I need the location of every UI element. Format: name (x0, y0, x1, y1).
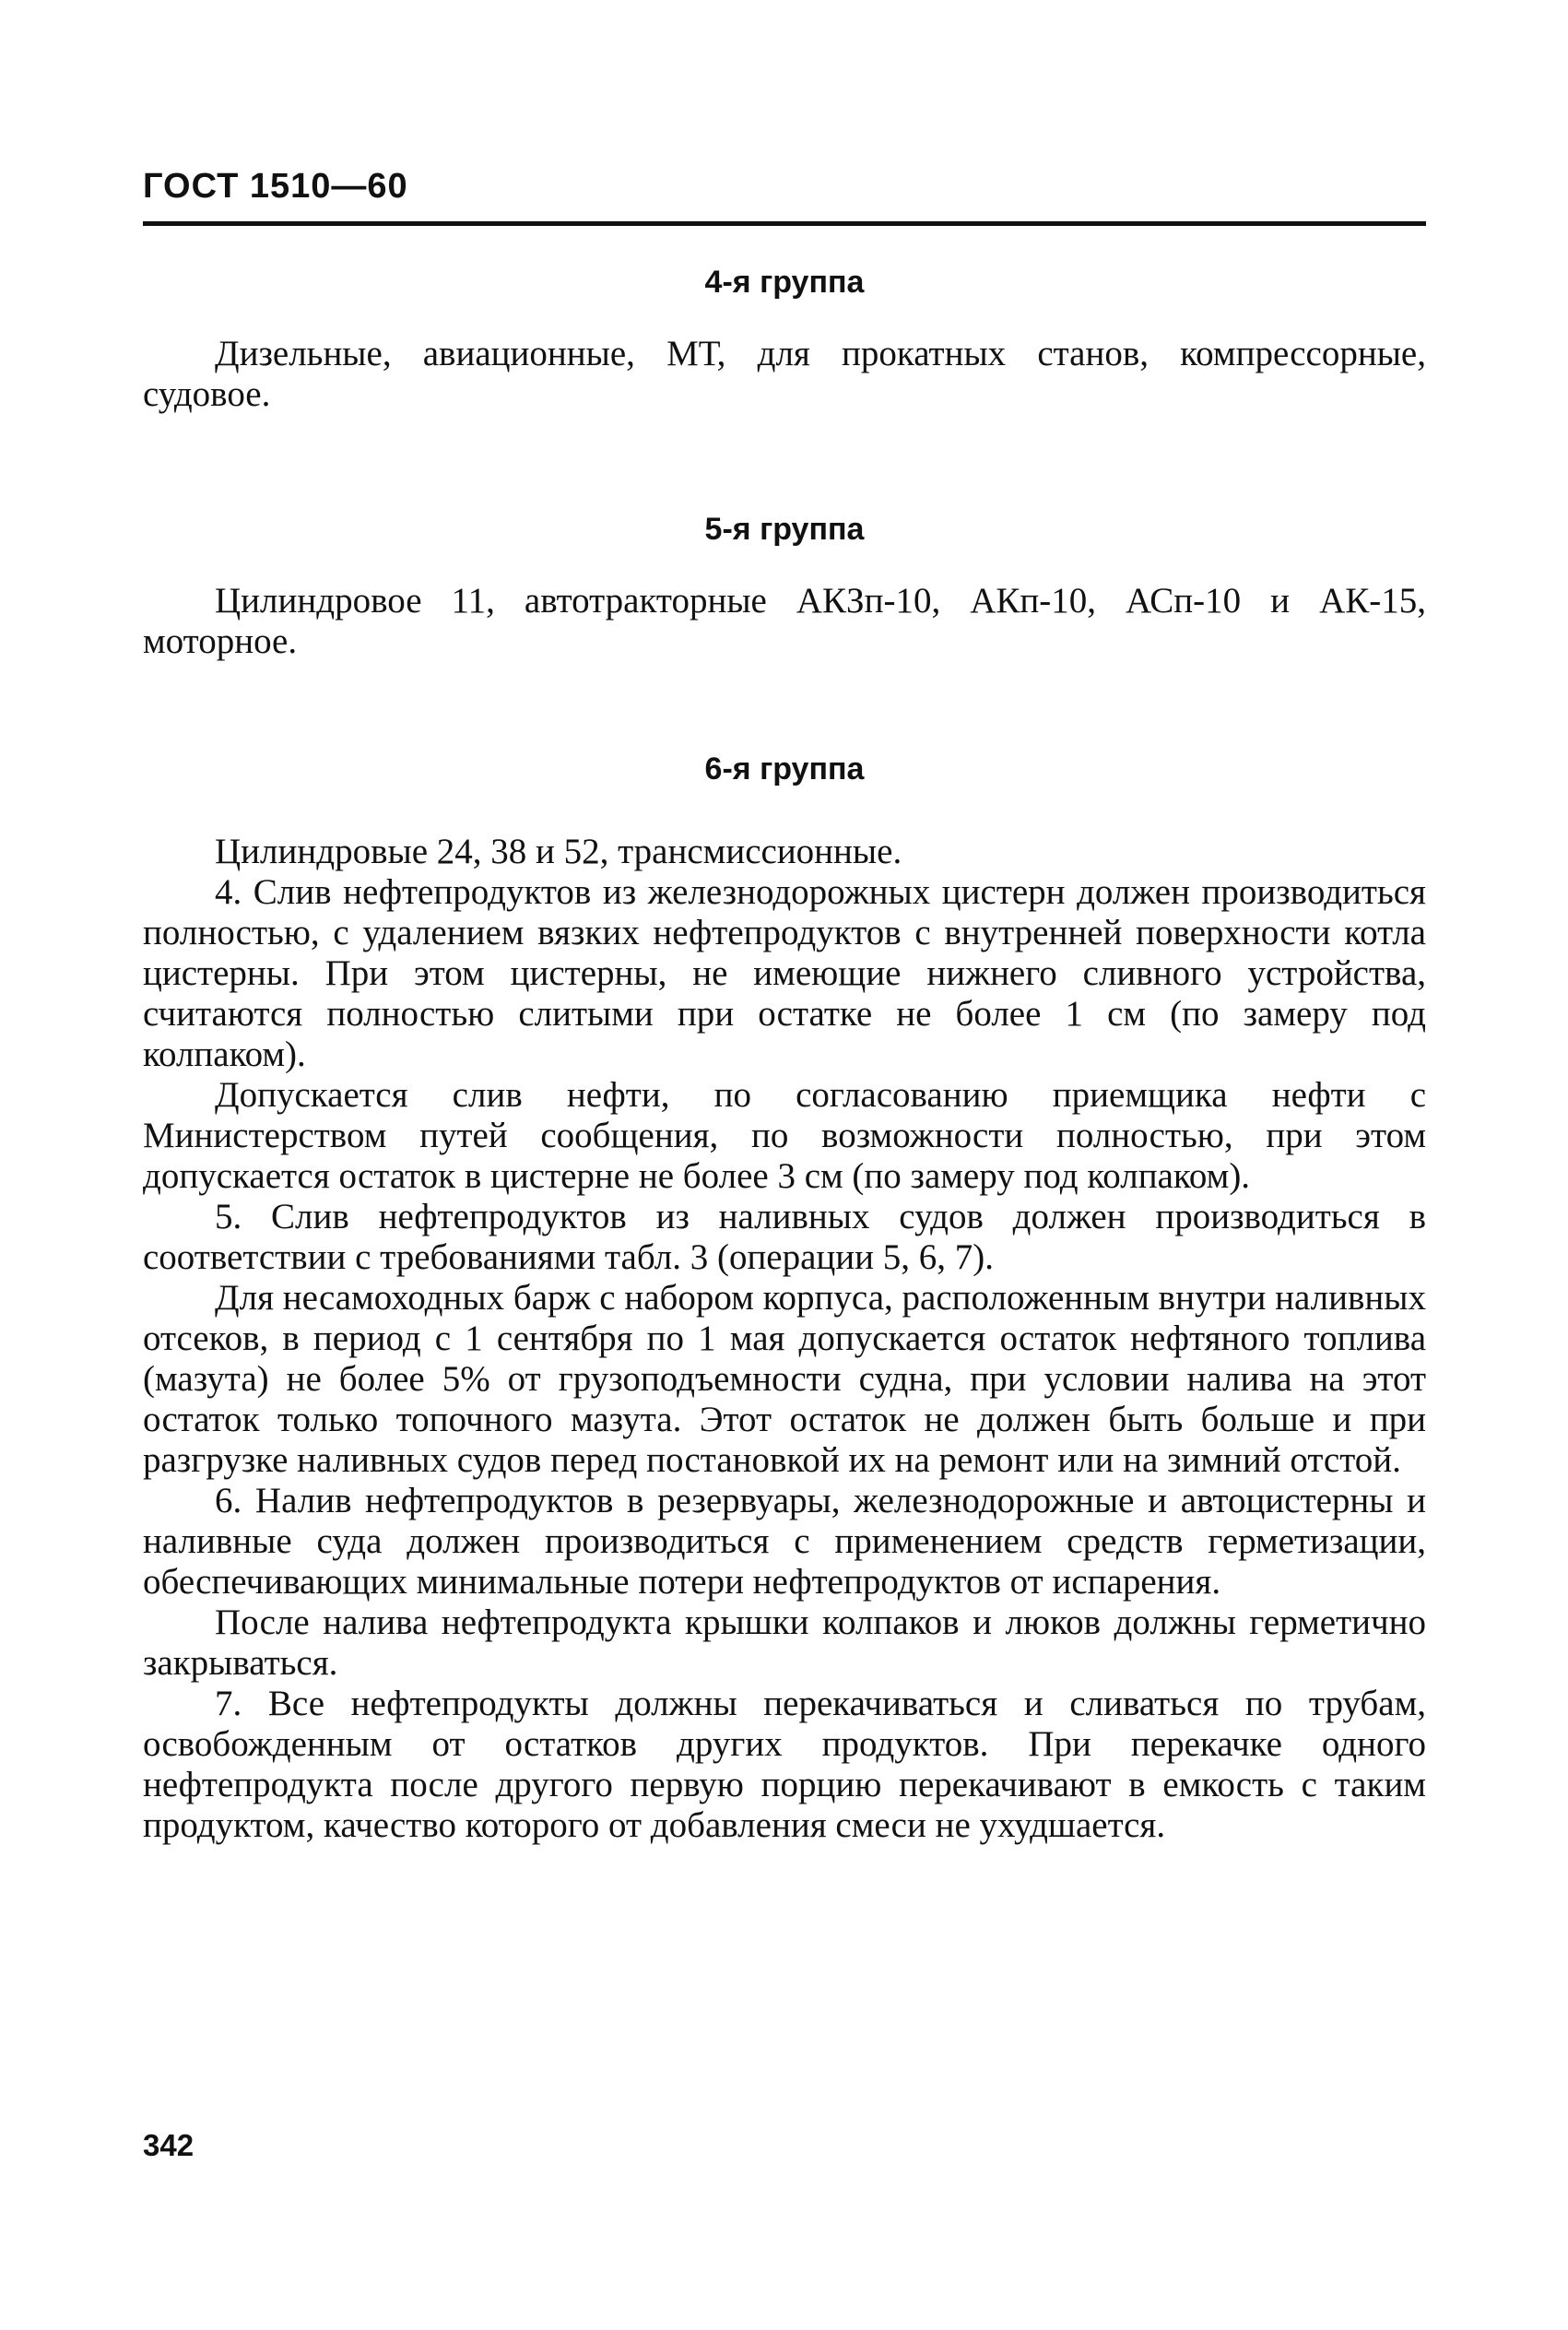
group-6-text: Цилиндровые 24, 38 и 52, трансмиссионные. (215, 832, 902, 871)
paragraph-4-note: Допускается слив нефти, по согласованию приемщика нефти с Министерством путей сообщения, по возможности полностью, при этом допускается остаток в цистерне не более 3 см (по замеру под колпаком). (143, 1075, 1426, 1196)
group-5-text-block (143, 581, 1426, 662)
main-text (143, 832, 1426, 1846)
page-number: 342 (143, 2128, 195, 2162)
group-4-heading: 4-я группа (704, 265, 865, 300)
header-rule (143, 221, 1426, 226)
group-5-heading: 5-я группа (704, 512, 865, 547)
paragraph-6-note: После налива нефтепродукта крышки колпаков и люков должны герметично закрываться. (143, 1603, 1426, 1683)
paragraph-4: 4. Слив нефтепродуктов из железнодорожных цистерн должен производиться полностью, с удалением вязких нефтепродуктов с внутренней поверхности котла цистерны. При этом цистерны, не имеющие нижнего сливного устройства, считаются полностью слитыми при остатке не более 1 см (по замеру под колпаком). (143, 872, 1426, 1074)
group-4-text-block (143, 334, 1426, 415)
paragraph-5: 5. Слив нефтепродуктов из наливных судов должен производиться в соответствии с требованиями табл. 3 (операции 5, 6, 7). (143, 1197, 1426, 1277)
page-header (143, 164, 1426, 208)
group-5-text: Цилиндровое 11, автотракторные АКЗп-10, АКп-10, АСп-10 и АК-15, моторное. (143, 581, 1426, 661)
group-6-heading: 6-я группа (704, 751, 865, 787)
paragraph-5-note: Для несамоходных барж с набором корпуса, расположенным внутри наливных отсеков, в период с 1 сентября по 1 мая допускается остаток нефтяного топлива (мазута) не более 5% от грузоподъемности судна, при условии налива на этот остаток только топочного мазута. Этот остаток не должен быть больше и при разгрузке наливных судов перед постановкой их на ремонт или на зимний отстой. (143, 1278, 1426, 1480)
paragraph-6: 6. Налив нефтепродуктов в резервуары, железнодорожные и автоцистерны и наливные суда должен производиться с применением средств герметизации, обеспечивающих минимальные потери нефтепродуктов от испарения. (143, 1481, 1426, 1602)
paragraph-7: 7. Все нефтепродукты должны перекачиваться и сливаться по трубам, освобожденным от остатков других продуктов. При перекачке одного нефтепродукта после другого первую порцию перекачивают в емкость с таким продуктом, качество которого от добавления смеси не ухудшается. (143, 1684, 1426, 1845)
document-code: ГОСТ 1510—60 (143, 167, 408, 206)
group-4-text: Дизельные, авиационные, МТ, для прокатных станов, компрессорные, судовое. (143, 334, 1426, 414)
